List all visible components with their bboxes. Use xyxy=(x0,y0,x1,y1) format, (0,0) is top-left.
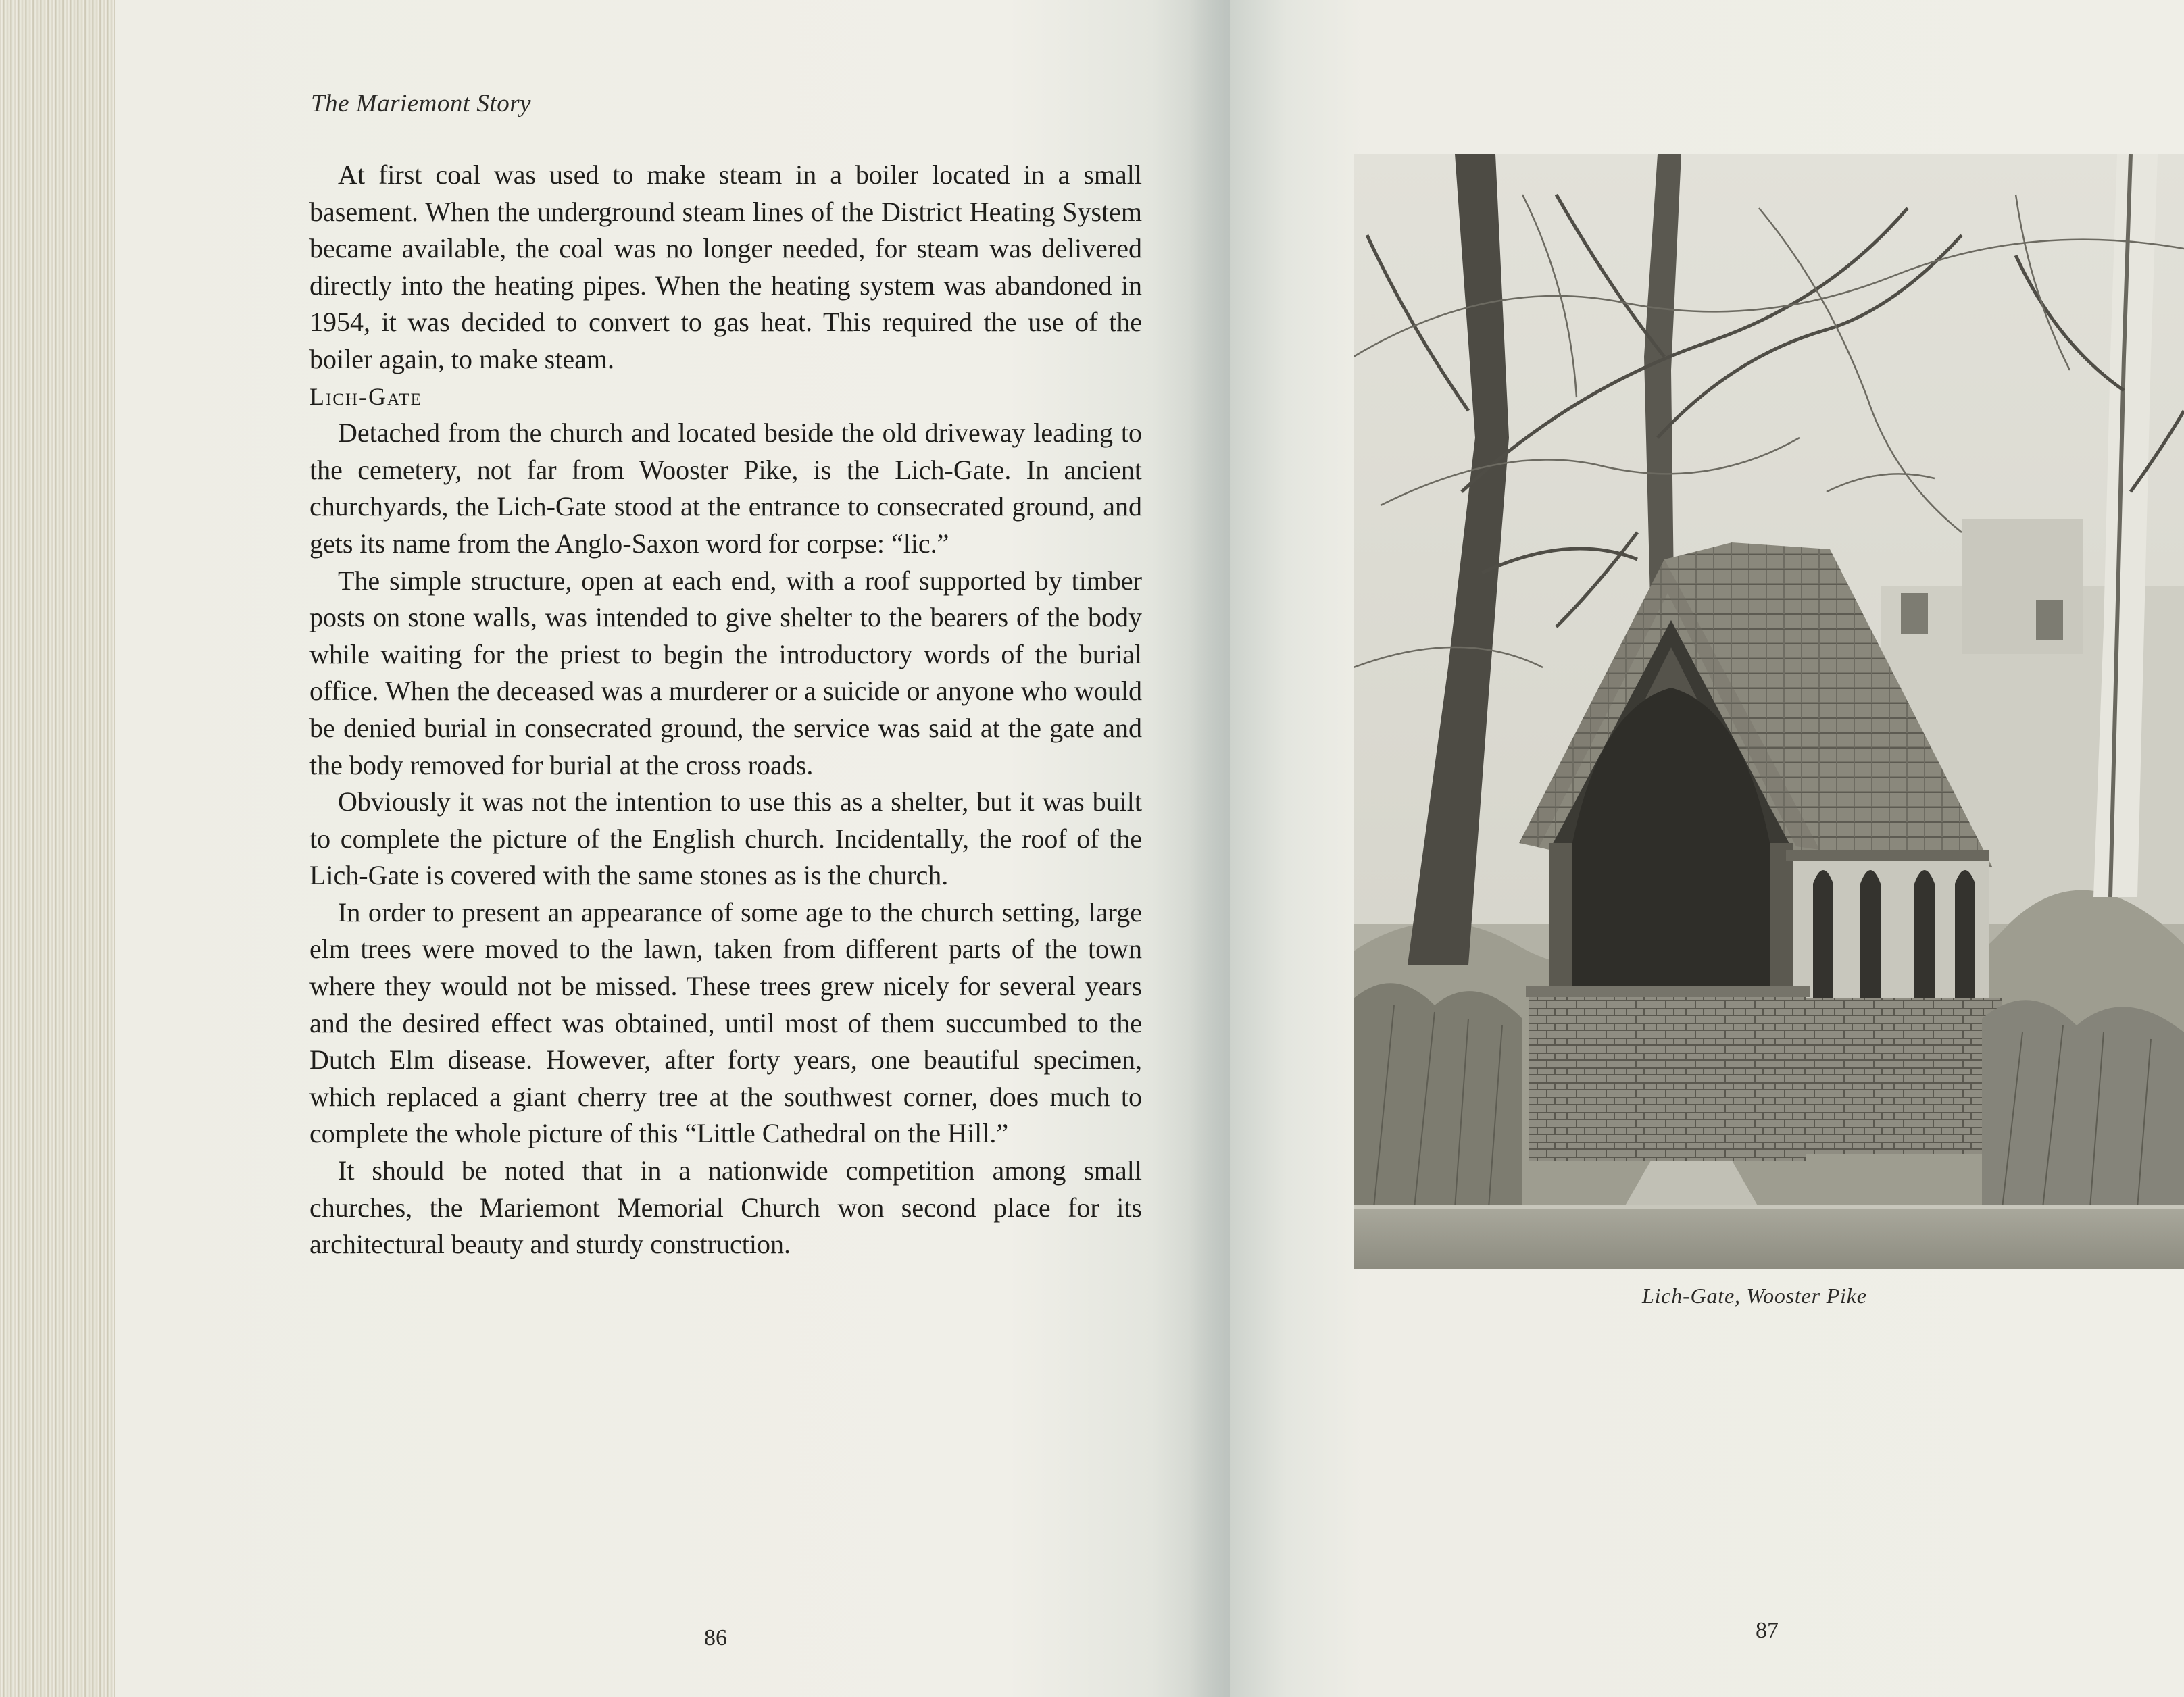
paragraph: It should be noted that in a nationwide competition among small churches, the Mariemont Memorial Church won second place for its architectural beauty and sturdy construction. xyxy=(309,1155,1142,1260)
lich-gate-photo-illustration xyxy=(1354,154,2184,1269)
paragraph: Detached from the church and located beside the old driveway leading to the cemetery, not far from Wooster Pike, is the Lich-Gate. In ancient churchyards, the Lich-Gate stood at the entrance to consecrated ground, and gets its name from the Anglo-Saxon word for corpse: “lic.” xyxy=(309,417,1142,559)
paragraph: In order to present an appearance of some age to the church setting, large elm trees were moved to the lawn, taken from different parts of the town where they would not be missed. These trees grew nicely for several years and the desired effect was obtained, until most of them succumbed to the Dutch Elm disease. However, after forty years, one beautiful specimen, which replaced a giant cherry tree at the southwest corner, does much to complete the whole picture of this “Little Cathedral on the Hill.” xyxy=(309,896,1142,1149)
photo-caption: Lich-Gate, Wooster Pike xyxy=(1642,1284,1867,1308)
section-heading: Lich-Gate xyxy=(309,382,422,410)
book-page-edges xyxy=(0,0,115,1697)
running-head: The Mariemont Story xyxy=(311,90,532,118)
page-number-right: 87 xyxy=(1756,1618,1779,1643)
lich-gate-photo xyxy=(1354,154,2184,1269)
paragraph: The simple structure, open at each end, with a roof supported by timber posts on stone walls, was intended to give shelter to the bearers of the body while waiting for the priest to begin the introductory words of the burial office. When the deceased was a murderer or a suicide or anyone who would be denied burial in consecrated ground, the service was said at the gate and the body removed for burial at the cross roads. xyxy=(309,565,1142,780)
page-number-left: 86 xyxy=(704,1625,727,1650)
paragraph: At first coal was used to make steam in a boiler located in a small basement. When the underground steam lines of the District Heating System became available, the coal was no longer needed, for steam was delivered directly into the heating pipes. When the heating system was abandoned in 1954, it was decided to convert to gas heat. This required the use of the boiler again, to make steam. xyxy=(309,159,1142,374)
left-page-text xyxy=(309,157,1142,1263)
paragraph: Obviously it was not the intention to use this as a shelter, but it was built to complete the picture of the English church. Incidentally, the roof of the Lich-Gate is covered with the same stones as is the church. xyxy=(309,786,1142,891)
